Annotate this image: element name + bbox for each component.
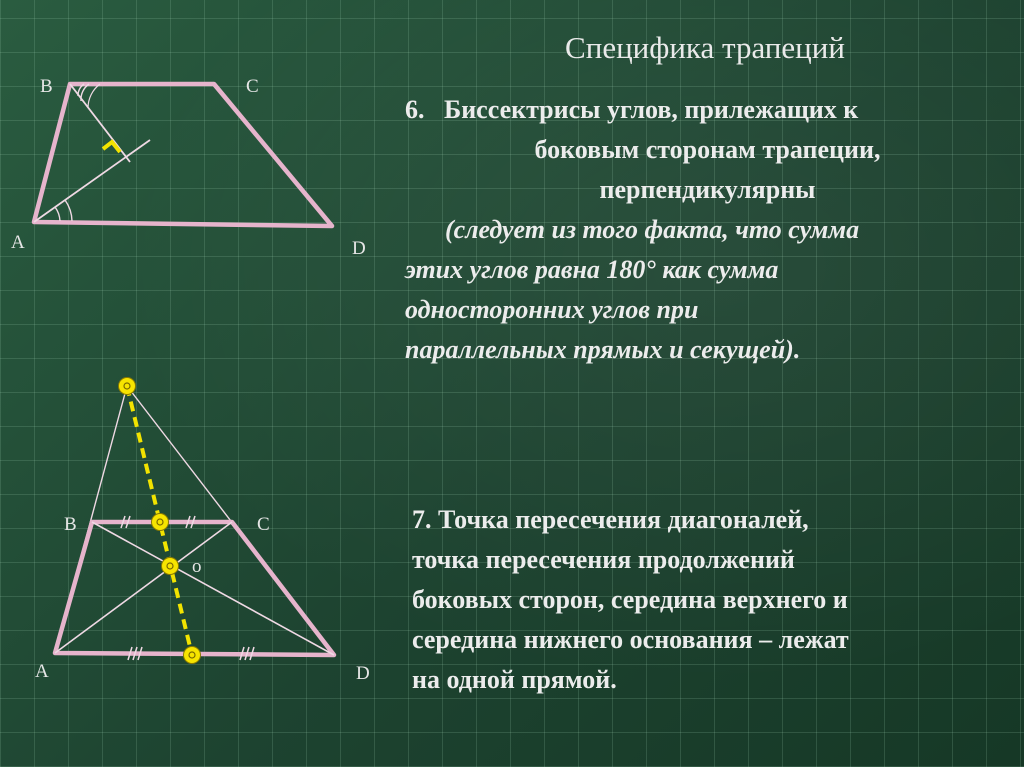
page-title: Специфика трапеций (565, 30, 845, 65)
property-6-number: 6. (405, 95, 425, 124)
angle-arc-a-2 (65, 200, 72, 221)
label-a-2: A (35, 661, 49, 682)
label-b-2: B (64, 514, 77, 535)
diagonal-ac (55, 522, 232, 653)
property-6-line-1 (405, 90, 1010, 130)
right-angle-mark (103, 142, 120, 152)
point-marker-apex (119, 378, 136, 395)
property-7-line-5: на одной прямой. (412, 665, 617, 694)
property-6-line-2: боковым сторонам трапеции, (534, 135, 881, 164)
property-6-note-1: (следует из того факта, что сумма (445, 215, 860, 244)
property-7-line-3: боковых сторон, середина верхнего и (412, 585, 848, 614)
angle-arc-b-3 (88, 84, 100, 108)
figure-bisectors (11, 76, 366, 259)
property-7-line-2: точка пересечения продолжений (412, 545, 795, 574)
property-7-line-1: 7. Точка пересечения диагоналей, (412, 505, 809, 534)
label-a-1: A (11, 232, 25, 253)
label-c-1: C (246, 76, 259, 97)
point-marker-top-midpoint (152, 514, 169, 531)
trapezoid-abcd-bottom (55, 522, 334, 655)
label-d-1: D (352, 238, 366, 259)
property-6-line-3: перпендикулярны (599, 175, 816, 204)
property-6-text-1: Биссектрисы углов, прилежащих к (444, 95, 859, 124)
label-c-2: C (257, 514, 270, 535)
angle-arc-a (55, 207, 60, 221)
label-b-1: B (40, 76, 53, 97)
property-6 (405, 90, 1010, 370)
property-6-note-4: параллельных прямых и секущей). (405, 335, 801, 364)
label-d-2: D (356, 663, 370, 684)
property-6-note-2: этих углов равна 180° как сумма (405, 255, 779, 284)
point-marker-bottom-midpoint (184, 647, 201, 664)
property-7-line-4: середина нижнего основания – лежат (412, 625, 849, 654)
diagonal-bd (92, 522, 334, 655)
label-o-2: o (192, 556, 202, 577)
figure-collinear-points (35, 378, 370, 685)
point-marker-diagonal-intersection (162, 558, 179, 575)
property-7 (412, 500, 1012, 700)
property-6-note-3: односторонних углов при (405, 295, 699, 324)
trapezoid-abcd-top (34, 84, 332, 226)
